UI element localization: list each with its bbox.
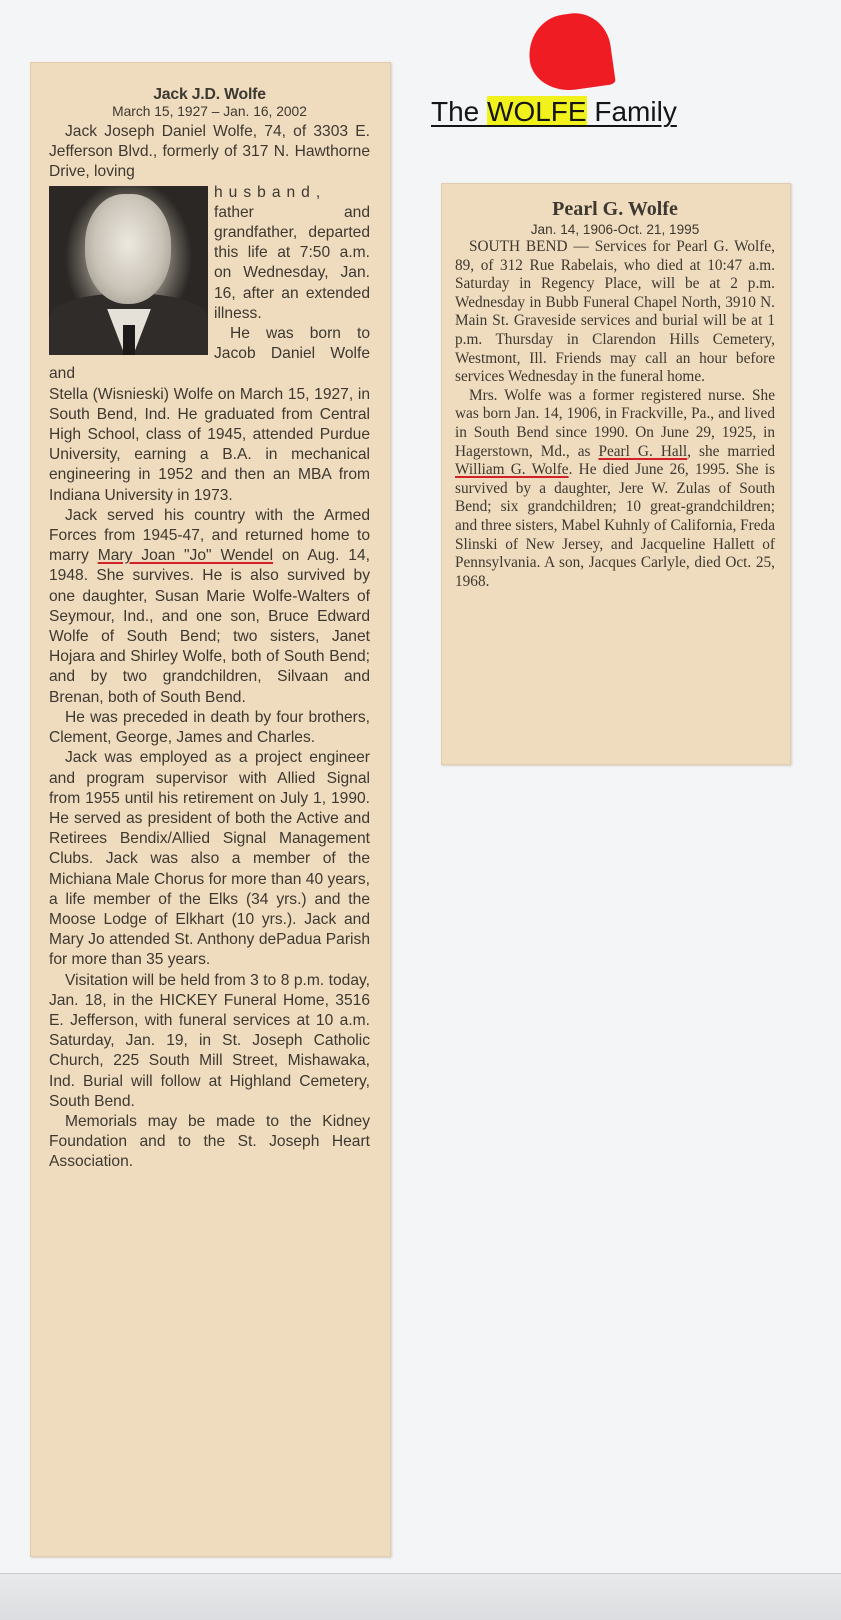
heading-suffix: Family: [586, 96, 677, 127]
obituary-served-a: Jack served his country with the Armed Forces from 1945-47, and returned home to marry: [49, 506, 370, 565]
obituary-served-b: on Aug. 14, 1948. She survives. He is also survived by one daughter, Susan Marie Wolfe-Walters of Seymour, Ind., and one son, Bruce Edward Wolfe of South Bend; two sisters, Janet Hojara and Shirley Wolfe, both of South Bend; and by two grandchildren, Silvaan and Brenan, both of South Bend.: [49, 547, 370, 706]
obituary-born-lead: He was born to Jacob Daniel Wolfe and: [49, 325, 370, 383]
obituary-husband-word: husband,: [214, 183, 327, 201]
obituary-name: Pearl G. Wolfe: [552, 198, 678, 220]
obituary-dates: March 15, 1927 – Jan. 16, 2002: [112, 104, 307, 119]
husband-name-underlined: William G. Wolfe: [455, 461, 569, 479]
obituary-born: Stella (Wisnieski) Wolfe on March 15, 1927, in South Bend, Ind. He graduated from Central High School, class of 1945, attended Purdue University, earning a B.A. in mechanical engineering in 1952 and then an MBA from Indiana University in 1973.: [49, 385, 370, 504]
maiden-name-underlined: Pearl G. Hall: [598, 442, 688, 460]
obituary-employment: Jack was employed as a project engineer and program supervisor with Allied Signal from 1955 until his retirement on July 1, 1990. He served as president of both the Active and Retirees Bendix/Allied Signal Management Clubs. Jack was also a member of the Michiana Male Chorus for more than 40 years, a life member of the Elks (34 yrs.) and the Moose Lodge of Elkhart (10 yrs.). Jack and Mary Jo attended St. Anthony dePadua Parish for more than 35 years.: [49, 749, 370, 969]
obituary-bio-a: Mrs. Wolfe was a former registered nurse. She was born Jan. 14, 1906, in Frackville, Pa., and lived in South Bend since 1990. On June 29, 1925, in Hagerstown, Md., as: [455, 386, 775, 460]
obituary-bio-b: , she married: [687, 442, 776, 460]
portrait-photo: [49, 186, 208, 355]
obituary-intro: Jack Joseph Daniel Wolfe, 74, of 3303 E. Jefferson Blvd., formerly of 317 N. Hawthorne Drive, loving: [49, 123, 370, 181]
obituary-services: SOUTH BEND — Services for Pearl G. Wolfe, 89, of 312 Rue Rabelais, who died at 10:47 a.m. Saturday in Regency Place, will be at 2 p.m. Wednesday in Bubb Funeral Chapel North, 3910 N. Main St. Graveside services and burial will be at 1 p.m. Thursday in Clarendon Hills Cemetery, Westmont, Ill. Friends may call an hour before services Wednesday in the funeral home.: [455, 238, 775, 386]
obituary-clipping-pearl: [441, 183, 791, 765]
obituary-memorials: Memorials may be made to the Kidney Foundation and to the St. Joseph Heart Association.: [49, 1112, 370, 1171]
obituary-visitation: Visitation will be held from 3 to 8 p.m. today, Jan. 18, in the HICKEY Funeral Home, 3516 E. Jefferson, with funeral services at 10 a.m. Saturday, Jan. 19, in St. Joseph Catholic Church, 225 South Mill Street, Mishawaka, Ind. Burial will follow at Highland Cemetery, South Bend.: [49, 971, 370, 1110]
obituary-name: Jack J.D. Wolfe: [153, 86, 266, 103]
page-heading: [431, 96, 677, 128]
obituary-bio-c: . He died June 26, 1995. She is survived by a daughter, Jere W. Zulas of South Bend; six grandchildren; 10 great-grandchildren; and three sisters, Mabel Kuhnly of California, Freda Slinski of New Jersey, and Jacqueline Hallett of Pennsylvania. A son, Jacques Carlyle, died Oct. 25, 1968.: [455, 461, 775, 590]
obituary-preceded: He was preceded in death by four brothers, Clement, George, James and Charles.: [49, 708, 370, 747]
scanner-edge: [0, 1573, 841, 1620]
spouse-name-underlined: Mary Joan "Jo" Wendel: [97, 547, 274, 565]
red-page-tab: [524, 9, 616, 96]
heading-prefix: The: [431, 96, 488, 127]
heading-highlight: WOLFE: [487, 96, 587, 127]
obituary-clipping-jack: [30, 62, 391, 1557]
obituary-departed: father and grandfather, departed this life at 7:50 a.m. on Wednesday, Jan. 16, after an extended illness.: [214, 203, 370, 322]
obituary-dates: Jan. 14, 1906-Oct. 21, 1995: [530, 222, 700, 237]
